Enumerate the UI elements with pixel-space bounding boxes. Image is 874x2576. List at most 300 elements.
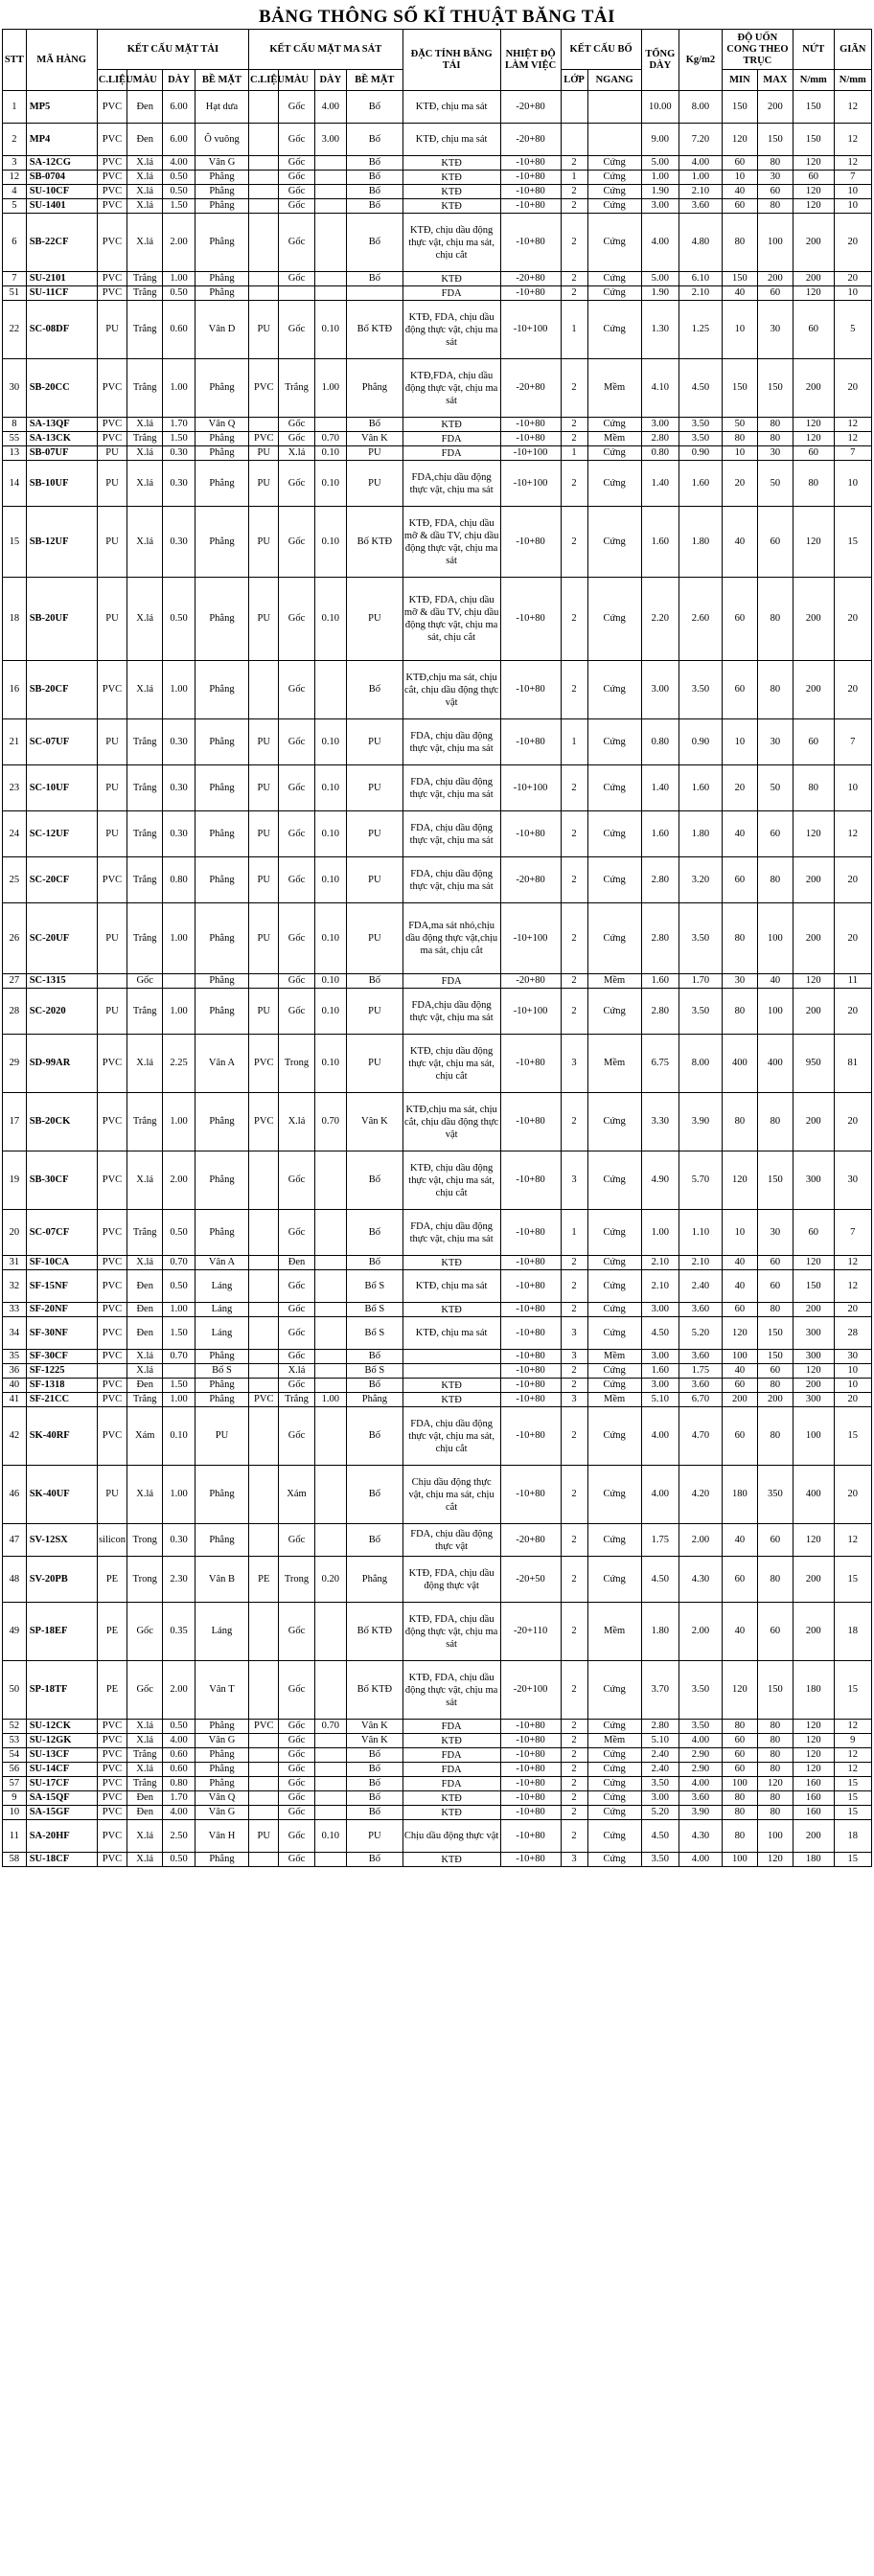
cell-bottom-color: Gốc: [279, 1210, 314, 1256]
cell-bottom-thickness: [314, 1661, 347, 1720]
cell-weight: 4.20: [678, 1466, 722, 1524]
cell-bend-max: 80: [757, 418, 793, 432]
cell-stretch: 15: [834, 1791, 871, 1806]
cell-bend-min: 40: [722, 185, 757, 199]
table-row: [3, 811, 872, 857]
cell-fabric: Mềm: [587, 432, 641, 446]
cell-bottom-color: Gốc: [279, 1317, 314, 1350]
cell-top-surface: Phẳng: [195, 1210, 248, 1256]
cell-weight: 2.90: [678, 1763, 722, 1777]
cell-bottom-thickness: [314, 1734, 347, 1748]
cell-bottom-color: Đen: [279, 1256, 314, 1270]
cell-fabric: Mềm: [587, 1603, 641, 1661]
cell-top-surface: Vân A: [195, 1256, 248, 1270]
cell-weight: 1.60: [678, 461, 722, 507]
cell-bottom-material: [249, 1853, 279, 1867]
cell-stretch: 15: [834, 1806, 871, 1820]
cell-stt: 49: [3, 1603, 27, 1661]
cell-bottom-thickness: 0.70: [314, 1093, 347, 1151]
cell-stt: 36: [3, 1364, 27, 1379]
cell-top-surface: Láng: [195, 1270, 248, 1303]
cell-bottom-thickness: [314, 1210, 347, 1256]
cell-bend-min: 10: [722, 446, 757, 461]
cell-plies: 2: [561, 1763, 587, 1777]
cell-bend-min: 80: [722, 214, 757, 272]
cell-fabric: Cứng: [587, 1791, 641, 1806]
cell-top-thickness: 0.50: [163, 1210, 196, 1256]
cell-bottom-surface: Bố: [347, 124, 402, 156]
cell-top-material: PU: [97, 989, 126, 1035]
cell-stretch: 5: [834, 301, 871, 359]
cell-crack: 200: [793, 214, 834, 272]
cell-top-thickness: 4.00: [163, 156, 196, 171]
cell-bottom-thickness: 4.00: [314, 91, 347, 124]
cell-temp: -10+80: [500, 185, 561, 199]
cell-plies: 3: [561, 1317, 587, 1350]
cell-code: SU-14CF: [26, 1763, 97, 1777]
cell-total-thickness: 1.30: [641, 301, 678, 359]
cell-weight: 2.60: [678, 578, 722, 661]
cell-top-material: PVC: [97, 1256, 126, 1270]
cell-top-thickness: 1.00: [163, 903, 196, 974]
cell-total-thickness: 5.00: [641, 272, 678, 286]
cell-bend-min: 40: [722, 507, 757, 578]
cell-weight: 5.70: [678, 1151, 722, 1210]
cell-bend-max: 30: [757, 446, 793, 461]
cell-temp: -10+100: [500, 446, 561, 461]
cell-total-thickness: 4.50: [641, 1557, 678, 1603]
cell-top-material: [97, 974, 126, 989]
cell-bend-max: 150: [757, 359, 793, 418]
cell-top-material: PU: [97, 903, 126, 974]
cell-top-color: X.lá: [127, 1350, 163, 1364]
cell-bottom-thickness: 0.10: [314, 446, 347, 461]
cell-top-surface: Phẳng: [195, 432, 248, 446]
cell-stt: 53: [3, 1734, 27, 1748]
table-row: [3, 214, 872, 272]
cell-stretch: 20: [834, 1303, 871, 1317]
cell-top-surface: Phẳng: [195, 1777, 248, 1791]
cell-bottom-surface: PU: [347, 719, 402, 765]
cell-bottom-color: X.lá: [279, 1364, 314, 1379]
cell-bend-max: 200: [757, 272, 793, 286]
cell-plies: 2: [561, 1303, 587, 1317]
cell-crack: 300: [793, 1393, 834, 1407]
cell-weight: 4.30: [678, 1820, 722, 1853]
table-row: [3, 989, 872, 1035]
cell-top-thickness: 0.50: [163, 185, 196, 199]
cell-weight: 3.50: [678, 1661, 722, 1720]
cell-top-surface: Phẳng: [195, 1093, 248, 1151]
cell-code: SF-1318: [26, 1379, 97, 1393]
cell-bottom-material: [249, 1317, 279, 1350]
cell-bottom-surface: Bố KTĐ: [347, 1603, 402, 1661]
cell-stretch: 20: [834, 661, 871, 719]
cell-bottom-thickness: [314, 1256, 347, 1270]
cell-top-thickness: 4.00: [163, 1806, 196, 1820]
cell-bottom-material: PVC: [249, 359, 279, 418]
subheader-cell: BỀ MẶT: [347, 70, 402, 91]
cell-top-surface: Phẳng: [195, 1466, 248, 1524]
cell-bottom-material: [249, 1350, 279, 1364]
table-row: [3, 124, 872, 156]
cell-stt: 17: [3, 1093, 27, 1151]
cell-bottom-color: Xám: [279, 1466, 314, 1524]
cell-top-color: Trắng: [127, 301, 163, 359]
cell-temp: -10+80: [500, 1763, 561, 1777]
cell-plies: 2: [561, 1748, 587, 1763]
cell-plies: 2: [561, 359, 587, 418]
cell-top-color: X.lá: [127, 1734, 163, 1748]
cell-bend-max: 60: [757, 1270, 793, 1303]
cell-stretch: 9: [834, 1734, 871, 1748]
cell-plies: 2: [561, 1777, 587, 1791]
cell-code: SB-22CF: [26, 214, 97, 272]
cell-code: MP4: [26, 124, 97, 156]
cell-crack: 200: [793, 661, 834, 719]
cell-code: SU-2101: [26, 272, 97, 286]
subheader-cell: C.LIỆU: [249, 70, 279, 91]
cell-temp: -10+80: [500, 1350, 561, 1364]
cell-code: SB-20UF: [26, 578, 97, 661]
cell-bottom-material: [249, 974, 279, 989]
cell-top-thickness: 1.00: [163, 1303, 196, 1317]
cell-top-material: PVC: [97, 661, 126, 719]
cell-bend-min: 150: [722, 272, 757, 286]
cell-bend-min: 150: [722, 359, 757, 418]
table-row: [3, 1763, 872, 1777]
cell-top-thickness: 0.70: [163, 1256, 196, 1270]
cell-bend-min: 30: [722, 974, 757, 989]
cell-bend-max: 80: [757, 1407, 793, 1466]
cell-crack: 200: [793, 857, 834, 903]
cell-stt: 12: [3, 171, 27, 185]
cell-top-color: Trắng: [127, 811, 163, 857]
cell-plies: 2: [561, 1379, 587, 1393]
cell-bend-min: 80: [722, 1720, 757, 1734]
table-row: [3, 1524, 872, 1557]
cell-stt: 8: [3, 418, 27, 432]
cell-stt: 58: [3, 1853, 27, 1867]
cell-top-thickness: 0.50: [163, 1853, 196, 1867]
cell-temp: -10+100: [500, 765, 561, 811]
cell-weight: 1.80: [678, 507, 722, 578]
cell-stretch: 10: [834, 1364, 871, 1379]
cell-bottom-material: [249, 1806, 279, 1820]
cell-bottom-surface: Bố S: [347, 1303, 402, 1317]
cell-bend-min: 60: [722, 1379, 757, 1393]
cell-stretch: 15: [834, 507, 871, 578]
cell-feature: KTĐ, chịu ma sát: [402, 1270, 500, 1303]
cell-code: SP-18TF: [26, 1661, 97, 1720]
cell-bottom-thickness: 1.00: [314, 1393, 347, 1407]
cell-top-color: X.lá: [127, 1364, 163, 1379]
cell-bottom-thickness: 0.10: [314, 1035, 347, 1093]
cell-stretch: 12: [834, 156, 871, 171]
cell-bend-min: 20: [722, 461, 757, 507]
cell-stt: 32: [3, 1270, 27, 1303]
cell-bottom-color: Gốc: [279, 1777, 314, 1791]
subheader-cell: DÀY: [163, 70, 196, 91]
cell-temp: -10+80: [500, 1720, 561, 1734]
cell-fabric: [587, 91, 641, 124]
cell-fabric: Cứng: [587, 1557, 641, 1603]
cell-bend-max: 80: [757, 1763, 793, 1777]
cell-bottom-thickness: [314, 1777, 347, 1791]
cell-temp: -10+80: [500, 1806, 561, 1820]
cell-fabric: Cứng: [587, 461, 641, 507]
cell-temp: -10+80: [500, 578, 561, 661]
cell-bend-max: 120: [757, 1777, 793, 1791]
cell-feature: KTĐ, chịu ma sát: [402, 91, 500, 124]
cell-temp: -10+80: [500, 1256, 561, 1270]
cell-code: SC-2020: [26, 989, 97, 1035]
cell-total-thickness: 3.00: [641, 661, 678, 719]
cell-weight: 2.00: [678, 1524, 722, 1557]
cell-top-surface: Phẳng: [195, 719, 248, 765]
cell-fabric: Cứng: [587, 185, 641, 199]
cell-total-thickness: 2.80: [641, 432, 678, 446]
cell-bottom-surface: Bố: [347, 185, 402, 199]
cell-bottom-material: PU: [249, 507, 279, 578]
cell-bend-max: 150: [757, 124, 793, 156]
header-temp: NHIỆT ĐỘ LÀM VIỆC: [500, 30, 561, 91]
cell-stretch: 7: [834, 446, 871, 461]
cell-bottom-color: Trắng: [279, 1393, 314, 1407]
cell-bottom-material: [249, 1763, 279, 1777]
cell-bottom-thickness: [314, 1763, 347, 1777]
cell-stt: 20: [3, 1210, 27, 1256]
cell-stretch: 28: [834, 1317, 871, 1350]
cell-stt: 14: [3, 461, 27, 507]
cell-plies: 2: [561, 214, 587, 272]
cell-top-thickness: 0.50: [163, 1270, 196, 1303]
cell-bottom-surface: PU: [347, 903, 402, 974]
cell-code: SB-20CC: [26, 359, 97, 418]
cell-fabric: Cứng: [587, 301, 641, 359]
cell-bottom-thickness: 0.10: [314, 719, 347, 765]
cell-bottom-surface: Vân K: [347, 1093, 402, 1151]
table-row: [3, 301, 872, 359]
cell-total-thickness: 2.20: [641, 578, 678, 661]
cell-stt: 50: [3, 1661, 27, 1720]
cell-temp: -10+80: [500, 1407, 561, 1466]
cell-top-material: PVC: [97, 156, 126, 171]
cell-total-thickness: 2.40: [641, 1748, 678, 1763]
cell-bottom-color: Gốc: [279, 156, 314, 171]
cell-crack: 120: [793, 811, 834, 857]
cell-feature: Chịu dầu động thực vật: [402, 1820, 500, 1853]
cell-bend-max: 80: [757, 1734, 793, 1748]
cell-bottom-surface: PU: [347, 989, 402, 1035]
cell-crack: 150: [793, 1270, 834, 1303]
cell-total-thickness: 4.50: [641, 1317, 678, 1350]
cell-code: SU-1401: [26, 199, 97, 214]
cell-plies: 3: [561, 1350, 587, 1364]
cell-top-surface: Vân H: [195, 1820, 248, 1853]
cell-code: SA-15GF: [26, 1806, 97, 1820]
cell-plies: 2: [561, 199, 587, 214]
cell-bend-min: 120: [722, 1151, 757, 1210]
cell-bottom-material: PU: [249, 301, 279, 359]
cell-bottom-color: Gốc: [279, 1806, 314, 1820]
cell-stt: 34: [3, 1317, 27, 1350]
cell-stt: 41: [3, 1393, 27, 1407]
cell-top-thickness: 6.00: [163, 91, 196, 124]
cell-total-thickness: 2.10: [641, 1270, 678, 1303]
cell-weight: 4.70: [678, 1407, 722, 1466]
cell-top-surface: Phẳng: [195, 1720, 248, 1734]
cell-top-thickness: 1.70: [163, 1791, 196, 1806]
cell-bottom-material: [249, 1270, 279, 1303]
cell-crack: 120: [793, 156, 834, 171]
cell-bend-max: 60: [757, 1364, 793, 1379]
cell-top-surface: Láng: [195, 1603, 248, 1661]
cell-top-thickness: 1.00: [163, 661, 196, 719]
cell-feature: KTĐ, FDA, chịu dầu mỡ & dầu TV, chịu dầu động thực vật, chịu ma sát: [402, 507, 500, 578]
cell-temp: -10+80: [500, 1853, 561, 1867]
cell-temp: -10+80: [500, 661, 561, 719]
cell-code: SP-18EF: [26, 1603, 97, 1661]
cell-stt: 1: [3, 91, 27, 124]
cell-top-surface: Vân Q: [195, 1791, 248, 1806]
cell-fabric: Mềm: [587, 1035, 641, 1093]
cell-feature: [402, 1350, 500, 1364]
cell-feature: KTĐ,chịu ma sát, chịu cắt, chịu dầu động thực vật: [402, 1093, 500, 1151]
cell-total-thickness: 3.00: [641, 1303, 678, 1317]
cell-bend-max: 30: [757, 719, 793, 765]
cell-bottom-material: [249, 1524, 279, 1557]
cell-bottom-material: [249, 1256, 279, 1270]
table-row: [3, 1720, 872, 1734]
cell-weight: 1.60: [678, 765, 722, 811]
cell-plies: 1: [561, 1210, 587, 1256]
cell-top-thickness: 0.50: [163, 1720, 196, 1734]
cell-top-material: PVC: [97, 1720, 126, 1734]
cell-fabric: Cứng: [587, 1720, 641, 1734]
cell-top-material: PU: [97, 461, 126, 507]
cell-feature: KTĐ, FDA, chịu dầu mỡ & dầu TV, chịu dầu động thực vật, chịu ma sát, chịu cắt: [402, 578, 500, 661]
cell-bottom-surface: PU: [347, 1820, 402, 1853]
cell-temp: -10+80: [500, 1270, 561, 1303]
cell-bottom-material: [249, 1210, 279, 1256]
cell-stretch: 10: [834, 765, 871, 811]
cell-stt: 4: [3, 185, 27, 199]
cell-bend-min: 200: [722, 1393, 757, 1407]
cell-stretch: 12: [834, 1748, 871, 1763]
cell-bottom-thickness: 0.10: [314, 765, 347, 811]
cell-top-color: Trắng: [127, 989, 163, 1035]
cell-bottom-material: PU: [249, 719, 279, 765]
cell-stretch: 10: [834, 286, 871, 301]
cell-bottom-surface: Bố S: [347, 1270, 402, 1303]
cell-crack: 180: [793, 1853, 834, 1867]
cell-plies: 2: [561, 1407, 587, 1466]
cell-crack: 300: [793, 1350, 834, 1364]
cell-top-color: X.lá: [127, 1720, 163, 1734]
cell-bottom-color: Gốc: [279, 1763, 314, 1777]
cell-bottom-material: [249, 91, 279, 124]
cell-code: SC-20UF: [26, 903, 97, 974]
cell-top-color: Trong: [127, 1524, 163, 1557]
cell-top-surface: Phẳng: [195, 185, 248, 199]
cell-top-thickness: 0.60: [163, 301, 196, 359]
table-row: [3, 1661, 872, 1720]
cell-feature: KTĐ: [402, 199, 500, 214]
cell-temp: -10+100: [500, 989, 561, 1035]
cell-feature: FDA,chịu dầu động thực vật, chịu ma sát: [402, 989, 500, 1035]
cell-top-surface: Phẳng: [195, 1393, 248, 1407]
cell-top-thickness: 2.00: [163, 214, 196, 272]
cell-bottom-surface: Bố KTĐ: [347, 1661, 402, 1720]
cell-bend-min: 80: [722, 1791, 757, 1806]
subheader-cell: DÀY: [314, 70, 347, 91]
cell-bottom-thickness: [314, 1151, 347, 1210]
cell-code: SA-12CG: [26, 156, 97, 171]
cell-bottom-color: Gốc: [279, 1407, 314, 1466]
cell-stretch: 20: [834, 857, 871, 903]
cell-crack: 200: [793, 578, 834, 661]
table-row: [3, 1364, 872, 1379]
cell-temp: -10+80: [500, 1317, 561, 1350]
cell-top-color: X.lá: [127, 156, 163, 171]
cell-code: SV-12SX: [26, 1524, 97, 1557]
cell-bottom-color: Gốc: [279, 1350, 314, 1364]
cell-bottom-thickness: [314, 1270, 347, 1303]
cell-bend-min: 60: [722, 857, 757, 903]
cell-weight: 3.60: [678, 199, 722, 214]
cell-feature: KTĐ: [402, 1379, 500, 1393]
cell-bottom-material: PU: [249, 903, 279, 974]
cell-stt: 52: [3, 1720, 27, 1734]
cell-bottom-color: Gốc: [279, 903, 314, 974]
cell-plies: 1: [561, 301, 587, 359]
cell-top-material: PU: [97, 719, 126, 765]
cell-top-material: PVC: [97, 1151, 126, 1210]
cell-fabric: Mềm: [587, 359, 641, 418]
cell-feature: KTĐ: [402, 1393, 500, 1407]
cell-top-material: PVC: [97, 1820, 126, 1853]
cell-code: SU-11CF: [26, 286, 97, 301]
cell-top-surface: Bố S: [195, 1364, 248, 1379]
cell-stt: 48: [3, 1557, 27, 1603]
cell-stretch: 15: [834, 1407, 871, 1466]
cell-top-color: Trắng: [127, 765, 163, 811]
cell-feature: KTĐ: [402, 272, 500, 286]
cell-bend-min: 10: [722, 719, 757, 765]
cell-top-thickness: 0.50: [163, 171, 196, 185]
cell-bottom-material: [249, 1151, 279, 1210]
cell-code: SV-20PB: [26, 1557, 97, 1603]
cell-crack: 60: [793, 446, 834, 461]
cell-bottom-color: Gốc: [279, 418, 314, 432]
cell-bend-max: 80: [757, 199, 793, 214]
cell-top-surface: Vân D: [195, 301, 248, 359]
cell-top-surface: Phẳng: [195, 446, 248, 461]
cell-bend-min: 400: [722, 1035, 757, 1093]
cell-weight: 3.50: [678, 1720, 722, 1734]
cell-crack: 200: [793, 272, 834, 286]
table-row: [3, 446, 872, 461]
cell-bend-max: 80: [757, 156, 793, 171]
cell-plies: 2: [561, 1364, 587, 1379]
cell-fabric: Cứng: [587, 1379, 641, 1393]
cell-top-color: X.lá: [127, 1853, 163, 1867]
cell-fabric: Cứng: [587, 857, 641, 903]
cell-top-color: X.lá: [127, 446, 163, 461]
cell-top-material: PVC: [97, 185, 126, 199]
cell-bend-min: 60: [722, 661, 757, 719]
